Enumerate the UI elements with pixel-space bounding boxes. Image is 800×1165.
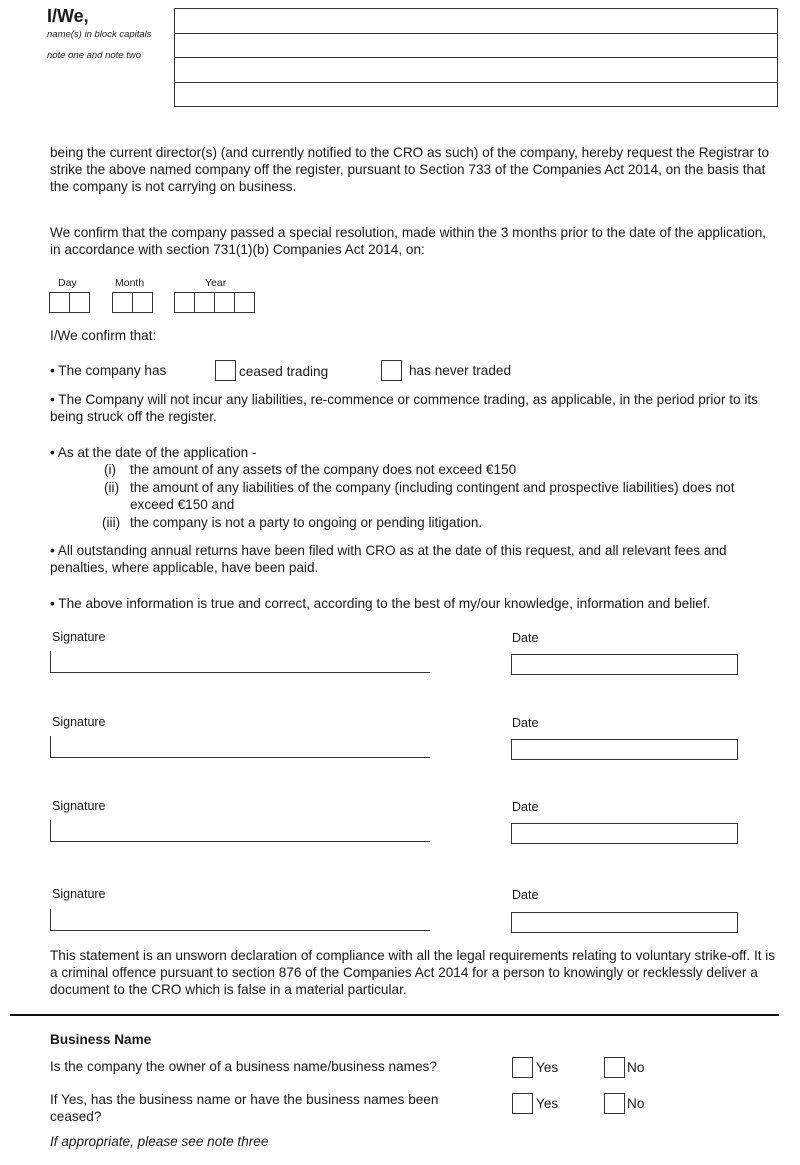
notes-hint: note one and note two xyxy=(47,50,142,61)
trading-status-label: • The company has xyxy=(50,363,167,378)
never-traded-checkbox[interactable] xyxy=(381,360,402,381)
never-traded-label: has never traded xyxy=(409,363,512,378)
director-names-box xyxy=(174,8,778,107)
year-digit-2[interactable] xyxy=(194,292,215,313)
business-name-heading: Business Name xyxy=(50,1032,152,1047)
sub-item-text: the amount of any assets of the company does not exceed €150 xyxy=(130,462,517,477)
day-digit-1[interactable] xyxy=(49,292,70,313)
q1-yes-checkbox[interactable] xyxy=(512,1057,533,1078)
resolution-paragraph: We confirm that the company passed a special resolution, made within the 3 months prior to the date of the application, in accordance with section 731(1)(b) Companies Act 2014, on: xyxy=(50,225,767,257)
sub-item-num: (ii) xyxy=(104,480,120,495)
q1-no-label: No xyxy=(627,1060,645,1075)
sub-item-num: (i) xyxy=(104,462,117,477)
liabilities-bullet-text: • The Company will not incur any liabilities, re-commence or commence trading, as applicable, in the period prior to its being struck off the register. xyxy=(50,392,758,424)
signature-date-field[interactable] xyxy=(511,654,738,675)
year-digit-4[interactable] xyxy=(234,292,255,313)
day-input xyxy=(49,292,89,313)
sub-item-text: the company is not a party to ongoing or pending litigation. xyxy=(130,515,483,530)
signature-label: Signature xyxy=(52,887,106,901)
year-input xyxy=(174,292,254,313)
signature-label: Signature xyxy=(52,630,106,644)
director-name-field-3[interactable] xyxy=(175,58,777,83)
true-correct-bullet: • The above information is true and correct, according to the best of my/our knowledge, information and belief. xyxy=(50,596,711,611)
as-at-bullet: • As at the date of the application - xyxy=(50,445,257,460)
signature-date-field[interactable] xyxy=(511,739,738,760)
director-name-field-1[interactable] xyxy=(175,9,777,34)
date-label: Date xyxy=(512,631,539,645)
q2-no-label: No xyxy=(627,1096,645,1111)
director-name-field-2[interactable] xyxy=(175,34,777,59)
signature-field[interactable] xyxy=(50,736,430,758)
section-divider xyxy=(10,1014,779,1016)
iwe-title: I/We, xyxy=(47,6,89,26)
q2-yes-label: Yes xyxy=(536,1096,559,1111)
request-paragraph: being the current director(s) (and currently notified to the CRO as such) of the company, hereby request the Registrar to strike the above named company off the register, pursuant to Section 733 of the Companies Act 2014, on the basis that the company is not carrying on business. xyxy=(50,145,770,194)
day-digit-2[interactable] xyxy=(69,292,90,313)
confirm-intro: I/We confirm that: xyxy=(50,328,157,343)
signature-field[interactable] xyxy=(50,820,430,842)
sub-item-num: (iii) xyxy=(102,515,121,530)
month-label: Month xyxy=(115,277,145,289)
month-digit-1[interactable] xyxy=(112,292,133,313)
signature-field[interactable] xyxy=(50,651,430,673)
month-input xyxy=(112,292,152,313)
business-name-question-2: If Yes, has the business name or have the business names been ceased? xyxy=(50,1092,439,1124)
year-digit-3[interactable] xyxy=(214,292,235,313)
signature-field[interactable] xyxy=(50,909,430,931)
q2-yes-checkbox[interactable] xyxy=(512,1093,533,1114)
note-three-reference: If appropriate, please see note three xyxy=(50,1134,269,1149)
signature-date-field[interactable] xyxy=(511,912,738,933)
month-digit-2[interactable] xyxy=(132,292,153,313)
liabilities-bullet xyxy=(50,391,785,425)
names-hint: name(s) in block capitals xyxy=(47,29,152,40)
signature-date-field[interactable] xyxy=(511,823,738,844)
annual-returns-bullet: • All outstanding annual returns have been filed with CRO as at the date of this request, and all relevant fees and penalties, where applicable, have been paid. xyxy=(50,543,727,575)
ceased-trading-label: ceased trading xyxy=(239,364,329,379)
ceased-trading-checkbox[interactable] xyxy=(215,360,236,381)
date-label: Date xyxy=(512,716,539,730)
q1-yes-label: Yes xyxy=(536,1060,559,1075)
q1-no-checkbox[interactable] xyxy=(604,1057,625,1078)
date-label: Date xyxy=(512,888,539,902)
year-label: Year xyxy=(205,277,227,289)
day-label: Day xyxy=(58,277,77,289)
business-name-question-1: Is the company the owner of a business name/business names? xyxy=(50,1059,437,1074)
q2-no-checkbox[interactable] xyxy=(604,1093,625,1114)
signature-label: Signature xyxy=(52,715,106,729)
sub-item-text: the amount of any liabilities of the company (including contingent and prospective liabilities) does not exceed €150 and xyxy=(130,480,735,512)
director-name-field-4[interactable] xyxy=(175,83,777,107)
date-label: Date xyxy=(512,800,539,814)
year-digit-1[interactable] xyxy=(174,292,195,313)
declaration-paragraph: This statement is an unsworn declaration of compliance with all the legal requirements relating to voluntary strike-off. It is a criminal offence pursuant to section 876 of the Companies Act 2014 for a person to knowingly or recklessly deliver a document to the CRO which is false in a material particular. xyxy=(50,948,776,997)
signature-label: Signature xyxy=(52,799,106,813)
